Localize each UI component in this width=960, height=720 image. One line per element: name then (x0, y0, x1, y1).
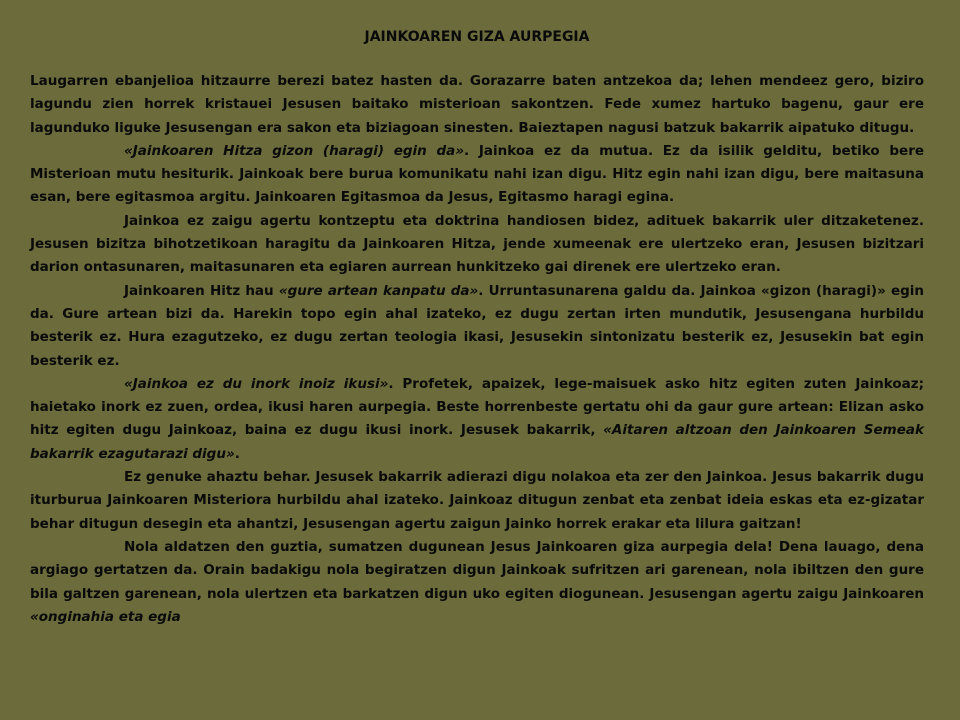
paragraph-2-text: . Jainkoa ez da mutua. Ez da isilik gelditu, betiko bere Misterioan mutu hesiturik. Jainkoak bere burua komunikatu nahi izan digu. Hitz egin nahi izan digu, bere maitasuna esan, bere egitasmoa argitu. Jainkoaren Egitasmoa da Jesus, Egitasmo haragi egina. (30, 142, 925, 206)
paragraph-5-text: . Profetek, apaizek, lege-maisuek asko hitz egiten zuten Jainkoaz; haietako inork ez zuen, ordea, ikusi haren aurpegia. Beste horrenbeste gertatu ohi da gaur gure artean: Elizan asko hitz egiten dugu Jainkoaz, baina ez dugu ikusi inork. Jesusek bakarrik, (30, 375, 924, 439)
paragraph-1: Laugarren ebanjelioa hitzaurre berezi batez hasten da. Gorazarre baten antzekoa da; lehen mendeez gero, biziro lagundu zien horrek kristauei Jesusen baitako misterioan sakontzen. Fede xumez hartuko bagenu, gaur ere lagunduko liguke Jesusengan era sakon eta biziagoan sinesten. Baieztapen nagusi batzuk bakarrik aipatuko ditugu. (30, 73, 924, 136)
paragraph-5-end: . (234, 445, 240, 462)
paragraph-2 (30, 140, 924, 210)
paragraph-4 (30, 280, 924, 373)
paragraph-3: Jainkoa ez zaigu agertu kontzeptu eta doktrina handiosen bidez, adituek bakarrik uler ditzaketenez. Jesusen bizitza bihotzetikoan haragitu da Jainkoaren Hitza, jende xumeenak ere ulertzeko eran, Jesusen bizitzari darion ontasunaren, maitasunaren eta egiaren aurrean hunkitzeko gai direnek ere ulertzeko eran. (30, 212, 924, 276)
paragraph-5-quote-2: «Aitaren altzoan den Jainkoaren Semeak bakarrik ezagutarazi digu» (30, 422, 924, 462)
paragraph-7 (30, 536, 924, 629)
paragraph-4-quote: «gure artean kanpatu da» (278, 282, 479, 299)
paragraph-7-quote: «onginahia eta egia (30, 608, 181, 625)
paragraph-5-quote-1: «Jainkoa ez du inork inoiz ikusi» (124, 375, 389, 392)
paragraph-5 (30, 373, 924, 466)
document-page (30, 26, 924, 629)
paragraph-6: Ez genuke ahaztu behar. Jesusek bakarrik adierazi digu nolakoa eta zer den Jainkoa. Jesus bakarrik dugu iturburua Jainkoaren Misteriora hurbildu ahal izateko. Jainkoaz ditugun zenbat eta zenbat ideia eskas eta ez-gizatar behar ditugun desegin eta ahantzi, Jesusengan agertu zaigun Jainko horrek erakar eta lilura gaitzan! (30, 469, 924, 532)
document-title: JAINKOAREN GIZA AURPEGIA (364, 29, 590, 45)
paragraph-4-text-2: . Urruntasunarena galdu da. Jainkoa «gizon (haragi)» egin da. Gure artean bizi da. Harekin topo egin ahal izateko, ez dugu zertan irten mundutik, Jesusengana hurbildu besterik ez. Hura ezagutzeko, ez dugu zertan teologia ikasi, Jesusekin sintonizatu besterik ez, Jesusekin bat egin besterik ez. (30, 282, 925, 369)
paragraph-2-quote: «Jainkoaren Hitza gizon (haragi) egin da» (124, 142, 465, 159)
paragraph-4-text-1: Jainkoaren Hitz hau (124, 282, 279, 299)
paragraph-7-text: Nola aldatzen den guztia, sumatzen dugunean Jesus Jainkoaren giza aurpegia dela! Dena lauago, dena argiago gertatzen da. Orain badakigu nola begiratzen digun Jainkoak sufritzen ari garenean, nola ibiltzen den gure bila galtzen garenean, nola ulertzen eta barkatzen digun uko egiten diogunean. Jesusengan agertu zaigu Jainkoaren (30, 538, 924, 602)
